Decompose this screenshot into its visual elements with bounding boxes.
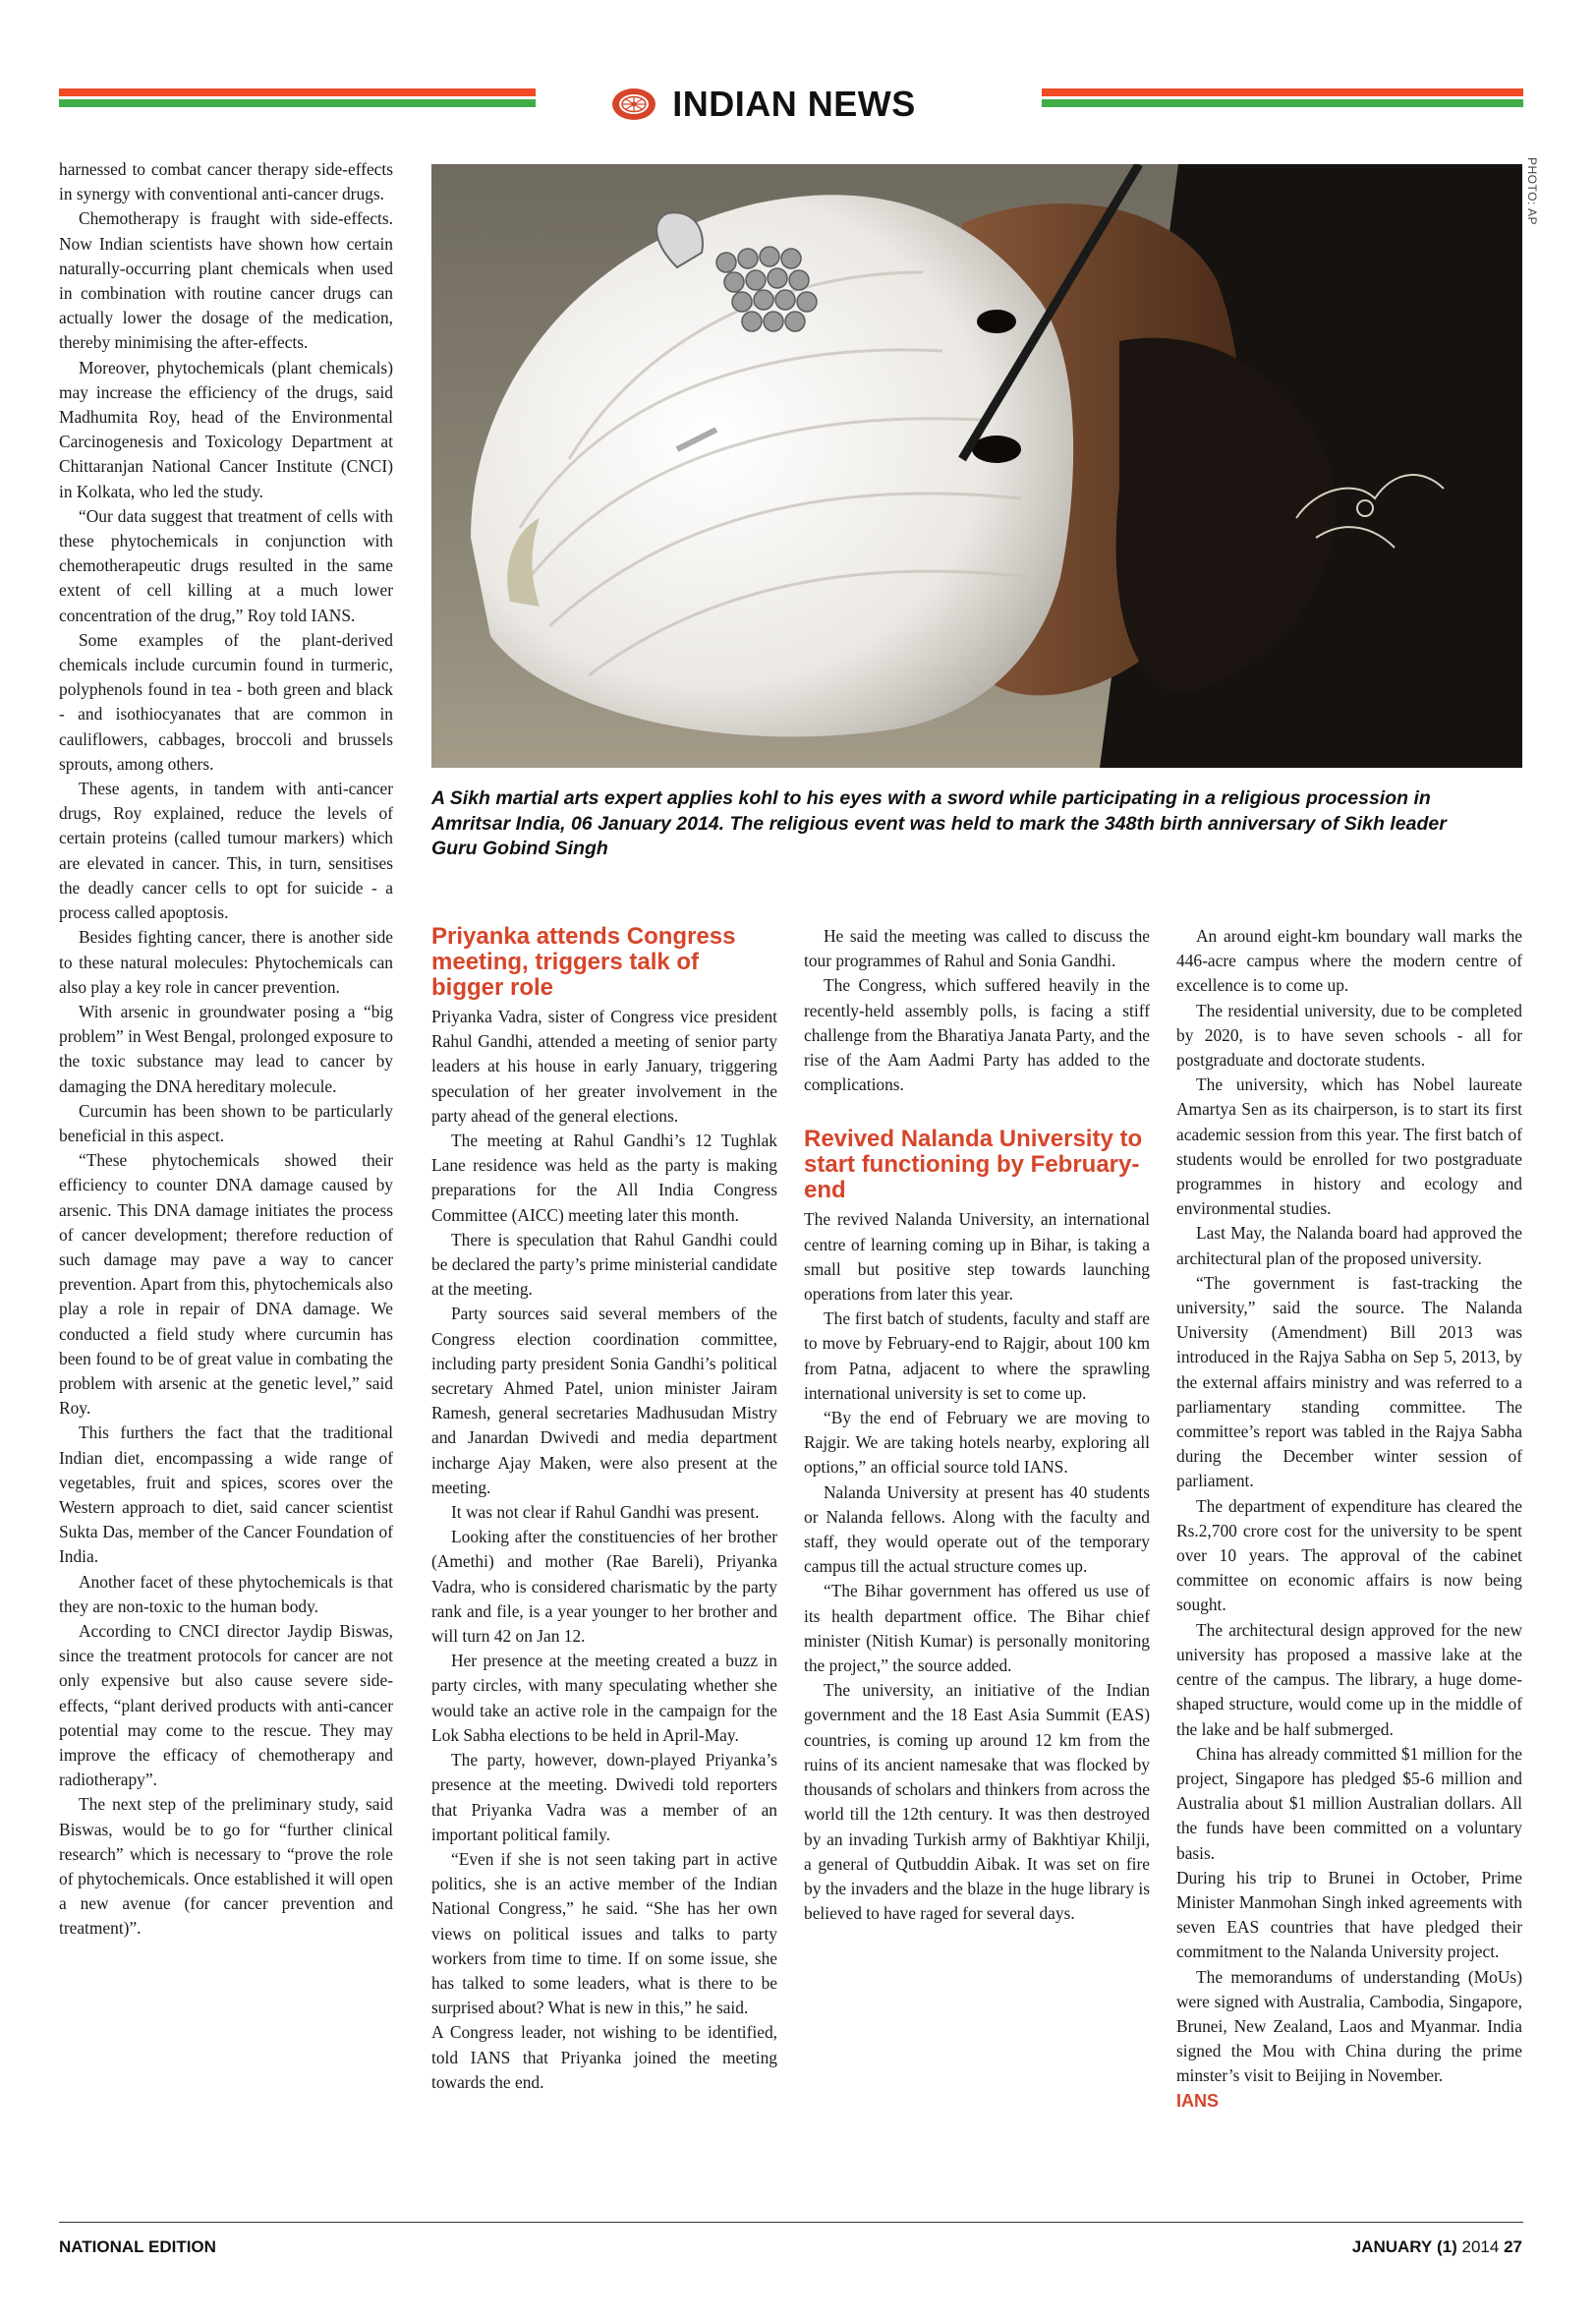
paragraph: The Congress, which suffered heavily in the recently-held assembly polls, is facing a stiff challenge from the Bharatiya Janata Party, and the rise of the Aam Aadmi Party has added to the complications.	[804, 975, 1150, 1095]
paragraph: A Congress leader, not wishing to be identified, told IANS that Priyanka joined the meeting towards the end.	[431, 2022, 777, 2092]
paragraph: An around eight-km boundary wall marks the 446-acre campus where the modern centre of excellence is to come up.	[1176, 926, 1522, 996]
tricolor-stripes-left	[59, 88, 536, 118]
paragraph: Besides fighting cancer, there is another side to these natural molecules: Phytochemicals can also play a key role in cancer prevention.	[59, 927, 393, 997]
caption-line: Guru Gobind Singh	[431, 838, 608, 859]
paragraph: Her presence at the meeting created a buzz in party circles, with many speculating whether she would take an active role in the campaign for the Lok Sabha elections to be held in April-May.	[431, 1651, 777, 1745]
paragraph: According to CNCI director Jaydip Biswas, since the treatment protocols for cancer are not only expensive but also cause severe side-effects, “plant derived products with anti-cancer potential may come to the rescue. They may improve the efficacy of chemotherapy and radiotherapy”.	[59, 1620, 393, 1790]
paragraph: The revived Nalanda University, an international centre of learning coming up in Bihar, is taking a small but positive step towards launching operations from later this year.	[804, 1209, 1150, 1305]
photo-credit: PHOTO: AP	[1525, 157, 1539, 225]
paragraph: Curcumin has been shown to be particularly beneficial in this aspect.	[59, 1100, 393, 1145]
paragraph: The residential university, due to be completed by 2020, is to have seven schools - all for postgraduate and doctorate students.	[1176, 1000, 1522, 1071]
article-column-cancer	[59, 157, 393, 1942]
page-number: 27	[1504, 2237, 1522, 2256]
paragraph: During his trip to Brunei in October, Prime Minister Manmohan Singh inked agreements with seven EAS countries that have pledged their commitment to the Nalanda University project.	[1176, 1867, 1522, 1962]
paragraph: He said the meeting was called to discuss the tour programmes of Rahul and Sonia Gandhi.	[804, 926, 1150, 971]
paragraph: Looking after the constituencies of her brother (Amethi) and mother (Rae Bareli), Priyanka Vadra, who is considered charismatic by the party rank and file, is a year younger to her brother and will turn 42 on Jan 12.	[431, 1527, 777, 1647]
chakra-wheel-icon	[611, 87, 656, 121]
photo-caption	[431, 786, 1522, 862]
paragraph: “By the end of February we are moving to Rajgir. We are taking hotels nearby, exploring all options,” an official source told IANS.	[804, 1408, 1150, 1478]
paragraph: This furthers the fact that the traditional Indian diet, encompassing a wide range of vegetables, fruit and spices, scores over the Western approach to diet, said cancer scientist Sukta Das, member of the Cancer Foundation of India.	[59, 1422, 393, 1567]
paragraph: The party, however, down-played Priyanka’s presence at the meeting. Dwivedi told reporters that Priyanka Vadra was a member of an important political family.	[431, 1750, 777, 1844]
paragraph: Nalanda University at present has 40 students or Nalanda fellows. Along with the faculty and staff, they would operate out of the temporary campus till the actual structure comes up.	[804, 1481, 1150, 1577]
footer-divider	[59, 2222, 1523, 2223]
paragraph: It was not clear if Rahul Gandhi was present.	[451, 1502, 760, 1523]
section-title: INDIAN NEWS	[672, 84, 916, 124]
paragraph: The first batch of students, faculty and staff are to move by February-end to Rajgir, about 100 km from Patna, adjacent to where the sprawling international university is set to come up.	[804, 1308, 1150, 1403]
paragraph: “Even if she is not seen taking part in active politics, she is an active member of the Indian National Congress,” he said. “She has her own views on political issues and talks to party workers from time to time. If on some issue, she has talked to some leaders, what is there to be surprised about? What is new in this,” he said.	[431, 1848, 777, 2018]
paragraph: The university, which has Nobel laureate Amartya Sen as its chairperson, is to start its first academic session from this year. The first batch of students would be enrolled for two postgraduate programmes in history and ecology and environmental studies.	[1176, 1074, 1522, 1219]
paragraph: Some examples of the plant-derived chemicals include curcumin found in turmeric, polyphenols found in tea - both green and black - and isothiocyanates that are common in cauliflowers, cabbages, broccoli and brussels sprouts, among others.	[59, 629, 393, 774]
footer-edition: NATIONAL EDITION	[59, 2237, 216, 2256]
paragraph: There is speculation that Rahul Gandhi could be declared the party’s prime ministerial candidate at the meeting.	[431, 1229, 777, 1300]
paragraph: The department of expenditure has cleared the Rs.2,700 crore cost for the university to be spent over 10 years. The approval of the cabinet committee on economic affairs is now being sought.	[1176, 1495, 1522, 1615]
news-photo	[431, 164, 1522, 768]
paragraph: The university, an initiative of the Indian government and the 18 East Asia Summit (EAS) countries, is coming up around 12 km from the ruins of its ancient namesake that was flocked by thousands of scholars and thinkers from across the world till the 12th century. It was then destroyed by an invading Turkish army of Bakhtiyar Khilji, a general of Qutbuddin Aibak. It was set on fire by the invaders and the blaze in the huge library is believed to have raged for several days.	[804, 1680, 1150, 1924]
footer-issue: (1)	[1437, 2237, 1457, 2256]
article-column-priyanka	[431, 924, 777, 2095]
paragraph: Chemotherapy is fraught with side-effects. Now Indian scientists have shown how certain naturally-occurring plant chemicals when used in combination with routine cancer drugs can actually lower the dosage of the medication, thereby minimising the after-effects.	[59, 208, 393, 353]
page-header	[59, 81, 1523, 128]
article-credit: IANS	[1176, 2090, 1220, 2111]
caption-line: Amritsar India, 06 January 2014. The religious event was held to mark the 348th birth anniversary of Sikh leader	[431, 812, 1447, 835]
paragraph: With arsenic in groundwater posing a “big problem” in West Bengal, prolonged exposure to the toxic substance may lead to cancer by damaging the DNA hereditary molecule.	[59, 1001, 393, 1096]
paragraph: The meeting at Rahul Gandhi’s 12 Tughlak Lane residence was held as the party is making preparations for the All India Congress Committee (AICC) meeting later this month.	[431, 1131, 777, 1225]
paragraph: China has already committed $1 million for the project, Singapore has pledged $5-6 million and Australia about $1 million Australian dollars. All the funds have been committed on a voluntary basis.	[1176, 1743, 1522, 1863]
section-masthead	[562, 81, 965, 128]
tricolor-stripes-right	[1042, 88, 1523, 118]
paragraph: Priyanka Vadra, sister of Congress vice president Rahul Gandhi, attended a meeting of senior party leaders at his house in early January, triggering speculation of her greater involvement in the party ahead of the general elections.	[431, 1007, 777, 1126]
paragraph: Last May, the Nalanda board had approved the architectural plan of the proposed university.	[1176, 1223, 1522, 1268]
paragraph: The next step of the preliminary study, said Biswas, would be to go for “further clinical research” which is necessary to “prove the role of phytochemicals. Once established it will open a new avenue (for cancer prevention and treatment)”.	[59, 1794, 393, 1939]
paragraph: Another facet of these phytochemicals is that they are non-toxic to the human body.	[59, 1571, 393, 1616]
caption-line: A Sikh martial arts expert applies kohl to his eyes with a sword while participating in a religious procession in	[431, 787, 1431, 809]
paragraph: Party sources said several members of the Congress election coordination committee, including party president Sonia Gandhi’s political secretary Ahmed Patel, union minister Jairam Ramesh, general secretaries Madhusudan Mistry and Janardan Dwivedi and media department incharge Ajay Maken, were also present at the meeting.	[431, 1304, 777, 1497]
paragraph: The architectural design approved for the new university has proposed a massive lake at the centre of the campus. The library, a huge dome-shaped structure, would come up in the middle of the lake and be half submerged.	[1176, 1619, 1522, 1739]
paragraph: These agents, in tandem with anti-cancer drugs, Roy explained, reduce the levels of certain proteins (called tumour markers) which are elevated in cancer. This, in turn, sensitises the deadly cancer cells to opt for suicide - a process called apoptosis.	[59, 779, 393, 923]
paragraph: The memorandums of understanding (MoUs) were signed with Australia, Cambodia, Singapore, Brunei, New Zealand, Laos and Myanmar. India signed the Mou with China during the prime minster’s visit to Beijing in November.	[1176, 1966, 1522, 2086]
paragraph: “These phytochemicals showed their efficiency to counter DNA damage caused by arsenic. This DNA damage initiates the process of cancer development; therefore reduction of such damage may pave a way to cancer prevention. Apart from this, phytochemicals also play a role in repair of DNA damage. We conducted a field study where curcumin has been found to be of great value in combating the problem with arsenic at the genetic level,” said Roy.	[59, 1150, 393, 1419]
footer-month: JANUARY	[1351, 2237, 1433, 2256]
paragraph: harnessed to combat cancer therapy side-effects in synergy with conventional anti-cancer drugs.	[59, 159, 393, 204]
article-column-nalanda	[1176, 924, 1522, 2114]
article-headline: Revived Nalanda University to start functioning by February-end	[804, 1126, 1143, 1204]
footer-date-page	[1352, 2237, 1522, 2257]
paragraph: “The government is fast-tracking the university,” said the source. The Nalanda University (Amendment) Bill 2013 was introduced in the Rajya Sabha on Sep 5, 2013, by the external affairs ministry and was referred to a parliamentary standing committee. The committee’s report was tabled in the Rajya Sabha during the December winter session of parliament.	[1176, 1272, 1522, 1491]
paragraph: “Our data suggest that treatment of cells with these phytochemicals in conjunction with chemotherapeutic drugs resulted in the same extent of cell killing at a much lower concentration of the drug,” Roy told IANS.	[59, 505, 393, 625]
paragraph: Moreover, phytochemicals (plant chemicals) may increase the efficiency of the drugs, said Madhumita Roy, head of the Environmental Carcinogenesis and Toxicology Department at Chittaranjan National Cancer Institute (CNCI) in Kolkata, who led the study.	[59, 357, 393, 501]
paragraph: “The Bihar government has offered us use of its health department office. The Bihar chief minister (Nitish Kumar) is personally monitoring the project,” the source added.	[804, 1581, 1150, 1676]
article-headline: Priyanka attends Congress meeting, triggers talk of bigger role	[431, 923, 736, 1001]
article-column-middle	[804, 924, 1150, 1926]
footer-year: 2014	[1461, 2237, 1500, 2256]
